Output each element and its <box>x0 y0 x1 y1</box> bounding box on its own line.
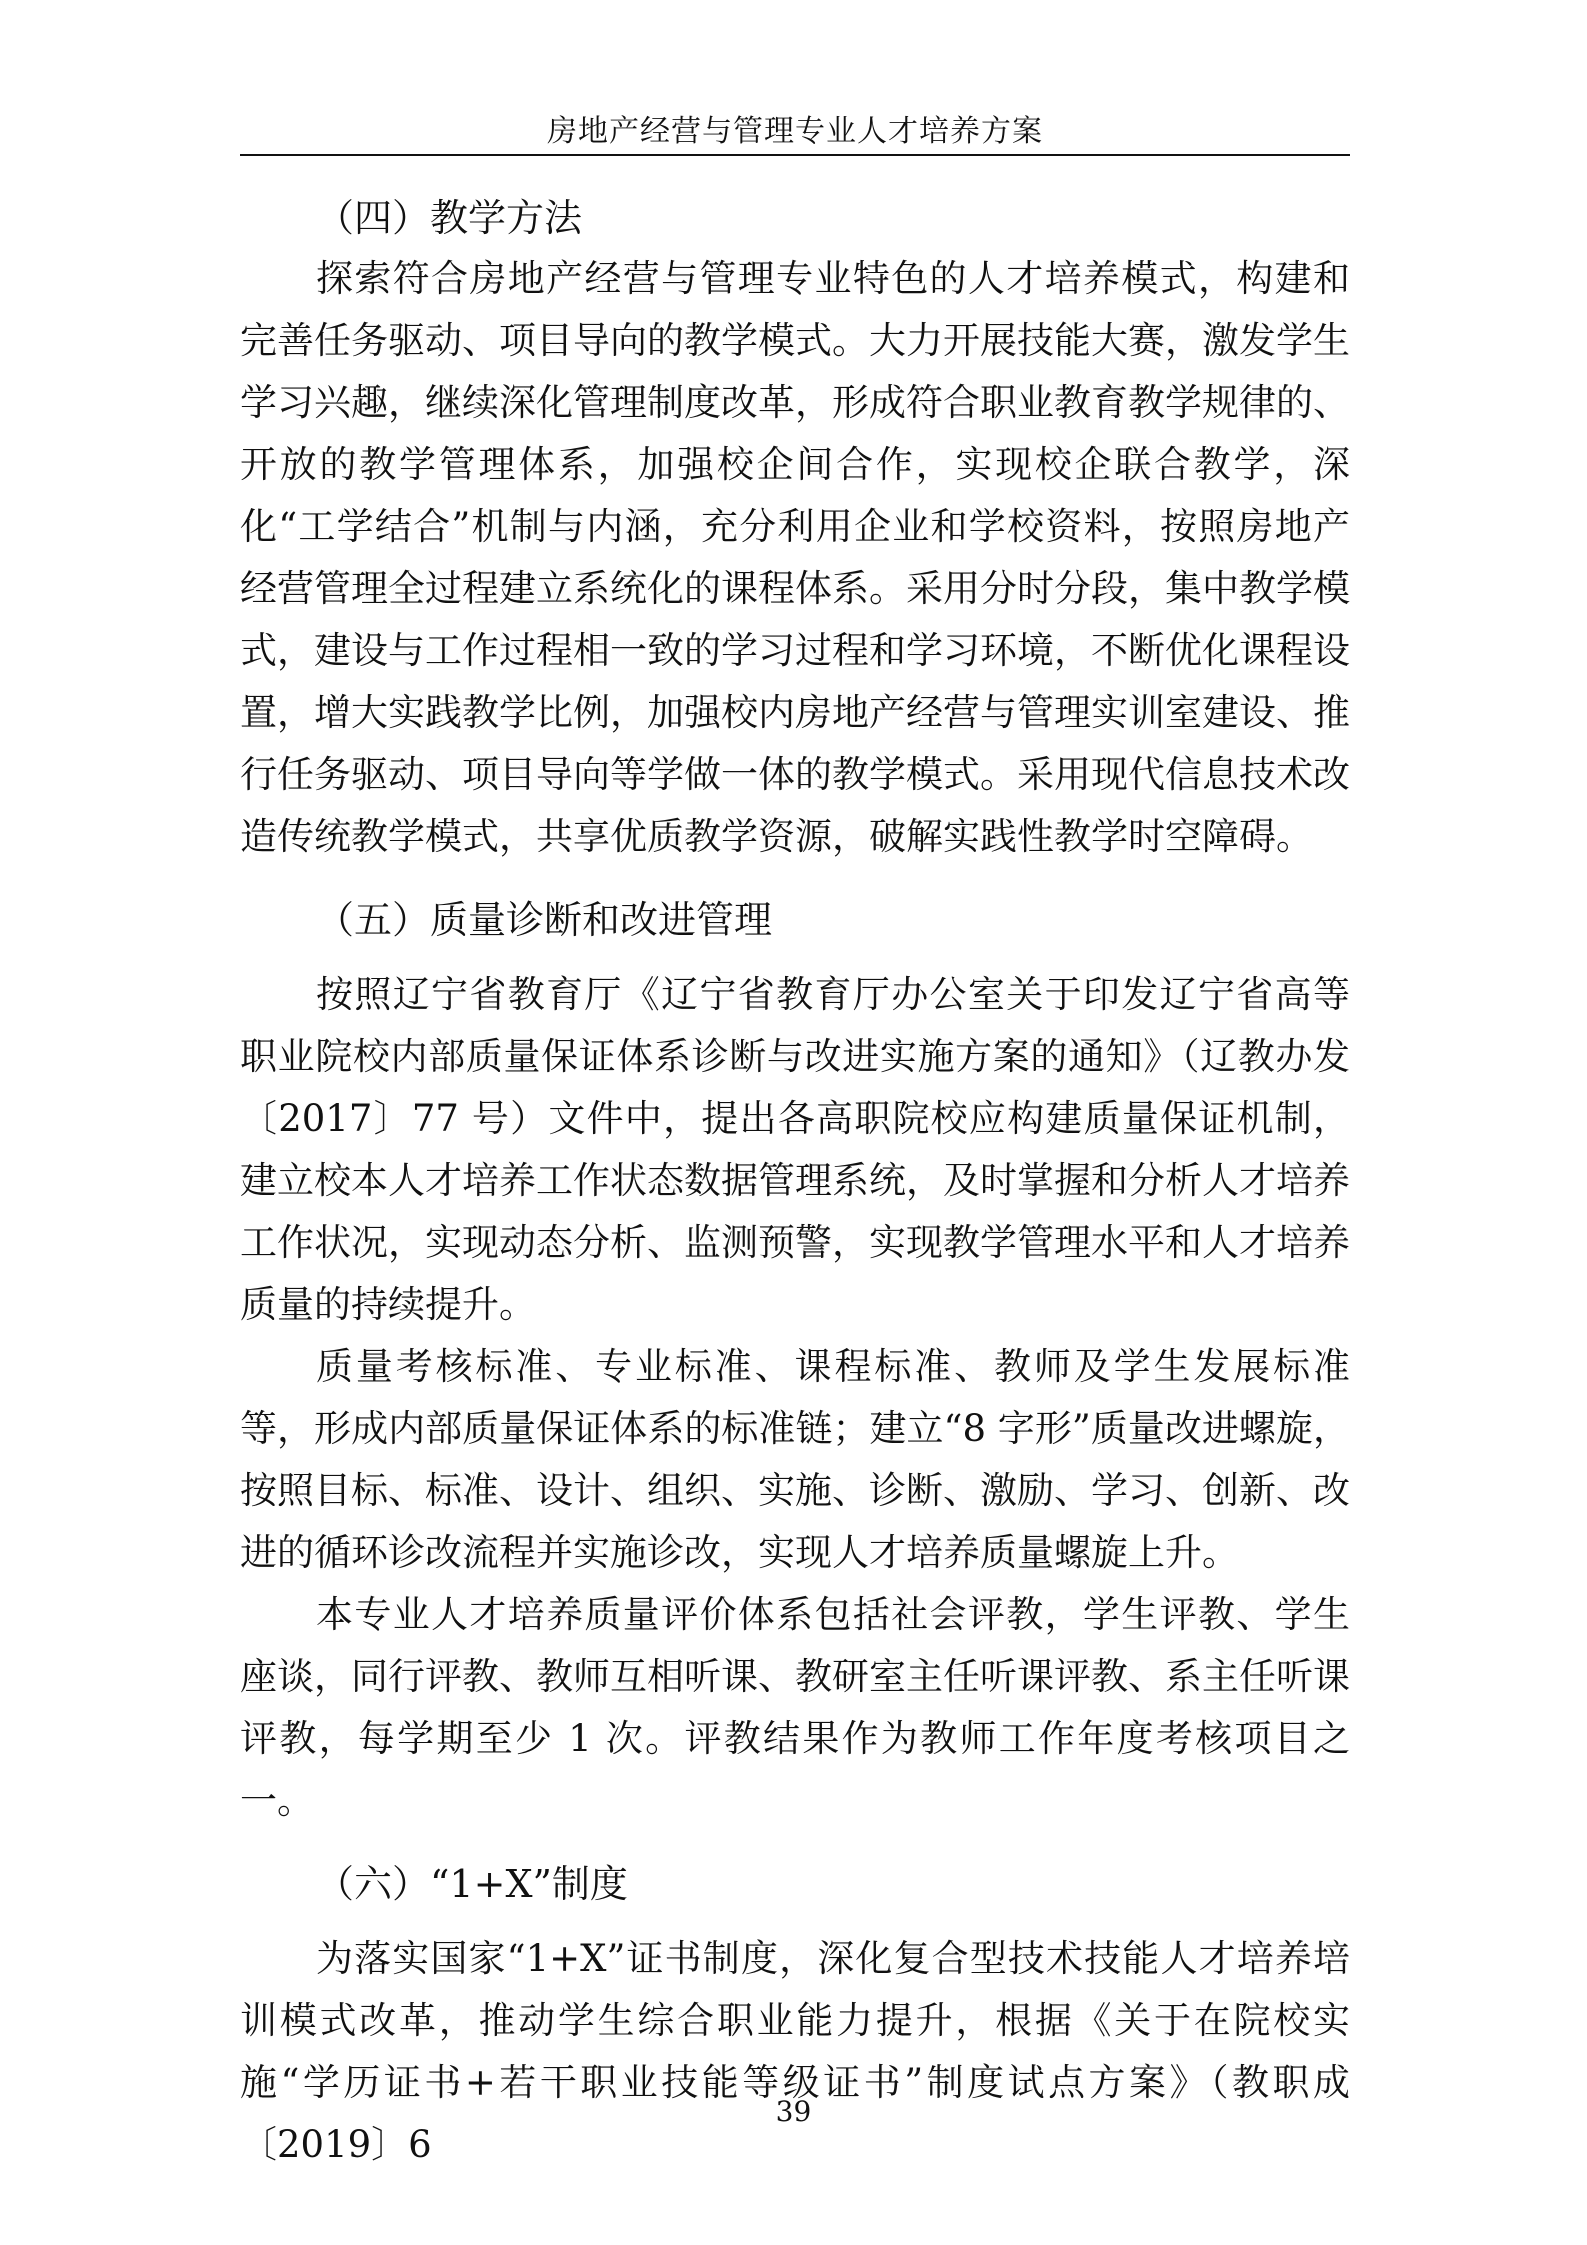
header-divider <box>240 154 1350 156</box>
paragraph-quality-diagnosis-2: 质量考核标准、专业标准、课程标准、教师及学生发展标准等，形成内部质量保证体系的标准链；建立“8 字形”质量改进螺旋，按照目标、标准、设计、组织、实施、诊断、激励、学习、创新、改进的循环诊改流程并实施诊改，实现人才培养质量螺旋上升。 <box>240 1345 1350 1574</box>
section-heading-quality-diagnosis: （五）质量诊断和改进管理 <box>316 898 773 942</box>
section-heading-1x-system: （六）“1+X”制度 <box>316 1862 628 1906</box>
paragraph-quality-diagnosis-3: 本专业人才培养质量评价体系包括社会评教，学生评教、学生座谈，同行评教、教师互相听课、教研室主任听课评教、系主任听课评教，每学期至少 1 次。评教结果作为教师工作年度考核项目之一。 <box>240 1593 1350 1822</box>
page-number: 39 <box>775 2095 812 2128</box>
document-body <box>240 188 1350 2176</box>
paragraph-teaching-methods: 探索符合房地产经营与管理专业特色的人才培养模式，构建和完善任务驱动、项目导向的教学模式。大力开展技能大赛，激发学生学习兴趣，继续深化管理制度改革，形成符合职业教育教学规律的、开放的教学管理体系，加强校企间合作，实现校企联合教学，深化“工学结合”机制与内涵，充分利用企业和学校资料，按照房地产经营管理全过程建立系统化的课程体系。采用分时分段，集中教学模式，建设与工作过程相一致的学习过程和学习环境，不断优化课程设置，增大实践教学比例，加强校内房地产经营与管理实训室建设、推行任务驱动、项目导向等学做一体的教学模式。采用现代信息技术改造传统教学模式，共享优质教学资源，破解实践性教学时空障碍。 <box>240 257 1350 858</box>
section-heading-teaching-methods: （四）教学方法 <box>316 196 583 240</box>
paragraph-1x-system: 为落实国家“1+X”证书制度，深化复合型技术技能人才培养培训模式改革，推动学生综合职业能力提升，根据《关于在院校实施“学历证书+若干职业技能等级证书”制度试点方案》（教职成〔2019〕6 <box>240 1937 1350 2166</box>
paragraph-quality-diagnosis-1: 按照辽宁省教育厅《辽宁省教育厅办公室关于印发辽宁省高等职业院校内部质量保证体系诊断与改进实施方案的通知》（辽教办发〔2017〕77 号）文件中，提出各高职院校应构建质量保证机制，建立校本人才培养工作状态数据管理系统，及时掌握和分析人才培养工作状况，实现动态分析、监测预警，实现教学管理水平和人才培养质量的持续提升。 <box>240 973 1350 1326</box>
page-header-title: 房地产经营与管理专业人才培养方案 <box>547 114 1043 149</box>
